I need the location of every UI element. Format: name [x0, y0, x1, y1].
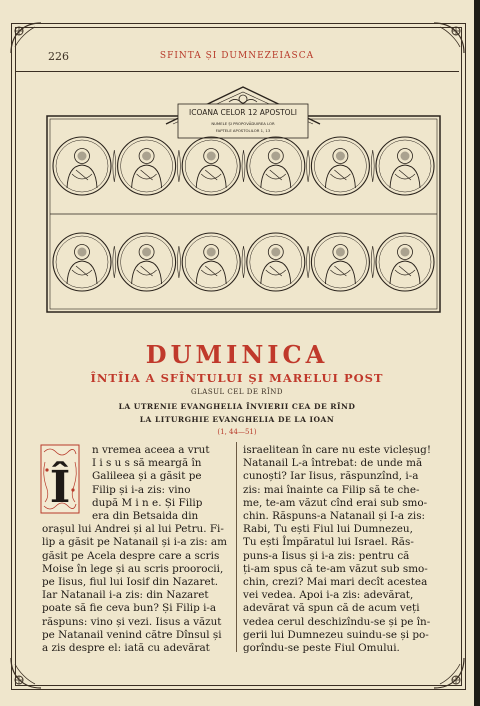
left-text-line: era din Betsaida din [92, 510, 199, 522]
left-text-line: Filip și i-a zis: vino [92, 483, 191, 496]
right-text-line: vedea cerul deschizîndu-se și pe în- [243, 615, 431, 628]
left-text-line: pe Iisus, fiul lui Iosif din Nazaret. [42, 576, 219, 588]
running-head: SFINTA ȘI DUMNEZEIASCA [159, 51, 315, 61]
right-text-line: gorîndu-se peste Fiul Omului. [243, 642, 400, 654]
ornament-leaf-icon [177, 246, 180, 278]
left-text-line: Galileea și a găsit pe [92, 470, 202, 483]
ornament-leaf-icon [113, 150, 116, 182]
apostle-medallion-icon [311, 233, 369, 291]
left-text-line: n vremea aceea a vrut [92, 444, 210, 456]
left-text-line: pe Natanail venind către Dînsul și [42, 628, 222, 641]
right-text-line: puns-a Iisus și i-a zis: pentru că [243, 549, 410, 562]
apostle-medallion-icon [247, 233, 305, 291]
apostle-medallion-icon [247, 137, 305, 195]
left-text-line: găsit pe Acela despre care a scris [42, 549, 220, 562]
ornament-leaf-icon [307, 150, 310, 182]
right-text-line: chin, crezi? Mai mari decît acestea [243, 576, 428, 588]
left-text-line: după M i n e. Și Filip [92, 496, 203, 509]
left-text-line: lip a găsit pe Natanail și i-a zis: am [42, 536, 227, 549]
page-title: DUMINICA [145, 340, 329, 369]
left-text-line: orașul lui Andrei și al lui Petru. Fi- [42, 523, 224, 536]
left-text-line: I i s u s să meargă în [92, 457, 202, 470]
right-text-line: adevărat vă spun că de acum veți [243, 602, 420, 615]
left-text-line: Moise în lege și au scris proorocii, [42, 562, 224, 575]
page-number: 226 [48, 50, 69, 63]
apostle-medallion-icon [182, 137, 240, 195]
corner-ornament-top-left-icon [9, 21, 43, 55]
ornament-leaf-icon [113, 246, 116, 278]
ornament-leaf-icon [371, 246, 374, 278]
left-text-line: a zis despre el: iată cu adevărat [42, 642, 210, 654]
page-edge-shadow [474, 0, 480, 706]
right-text-line: cunoști? Iar Iisus, răspunzînd, i-a [243, 470, 419, 483]
left-text-line: poate să fie ceva bun? Și Filip i-a [42, 602, 217, 615]
right-text-line: Natanail L-a întrebat: de unde mă [243, 457, 423, 470]
icon-caption-1: NUMELE ȘI PROPOVĂDUIREA LOR [211, 121, 275, 126]
apostle-medallion-icon [118, 233, 176, 291]
left-text-line: Iar Natanail i-a zis: din Nazaret [42, 589, 209, 602]
apostle-medallion-icon [118, 137, 176, 195]
right-text-line: Rabi, Tu ești Fiul lui Dumnezeu, [243, 523, 413, 536]
icon-heading: ICOANA CELOR 12 APOSTOLI [189, 108, 297, 117]
apostle-medallion-icon [53, 137, 111, 195]
column-divider [236, 442, 237, 652]
page-subtitle: ÎNTÎIA A SFÎNTULUI ȘI MARELUI POST [90, 371, 384, 385]
header-rule [16, 71, 459, 72]
ornament-leaf-icon [307, 246, 310, 278]
scripture-reference: (1, 44—51) [217, 428, 257, 436]
apostle-medallion-icon [182, 233, 240, 291]
ornament-leaf-icon [177, 150, 180, 182]
apostles-icon-illustration [46, 84, 441, 314]
corner-ornament-bottom-left-icon [9, 656, 43, 690]
tone-rubric: GLASUL CEL DE RÎND [191, 388, 283, 396]
right-text-line: Tu ești Împăratul lui Israel. Răs- [243, 536, 414, 549]
ornament-leaf-icon [242, 246, 245, 278]
apostle-medallion-icon [376, 233, 434, 291]
ornament-leaf-icon [242, 150, 245, 182]
floral-dropcap-icon [40, 444, 80, 514]
icon-caption-2: FAPTELE APOSTOLILOR 1, 13 [215, 128, 271, 133]
right-text-line: chin. Răspuns-a Natanail și I-a zis: [243, 510, 426, 522]
right-text-line: zis: mai înainte ca Filip să te che- [243, 483, 420, 496]
right-text-line: israelitean în care nu este vicleșug! [243, 444, 432, 456]
apostle-medallion-icon [376, 137, 434, 195]
left-text-line: răspuns: vino și vezi. Iisus a văzut [42, 615, 222, 628]
apostle-medallion-icon [53, 233, 111, 291]
right-text-line: vei vedea. Apoi i-a zis: adevărat, [243, 589, 414, 602]
gospel-matins-rubric: LA UTRENIE EVANGHELIA ÎNVIERII CEA DE RÎND [118, 402, 356, 411]
corner-ornament-top-right-icon [432, 21, 466, 55]
ornament-leaf-icon [371, 150, 374, 182]
right-text-line: gerii lui Dumnezeu suindu-se și po- [243, 628, 429, 641]
apostle-medallion-icon [311, 137, 369, 195]
right-text-line: ți-am spus că te-am văzut sub smo- [243, 562, 428, 575]
drop-cap-letter: Î [49, 462, 71, 513]
gospel-liturgy-rubric: LA LITURGHIE EVANGHELIA DE LA IOAN [139, 415, 335, 424]
corner-ornament-bottom-right-icon [432, 656, 466, 690]
right-text-line: me, te-am văzut cînd erai sub smo- [243, 496, 428, 509]
